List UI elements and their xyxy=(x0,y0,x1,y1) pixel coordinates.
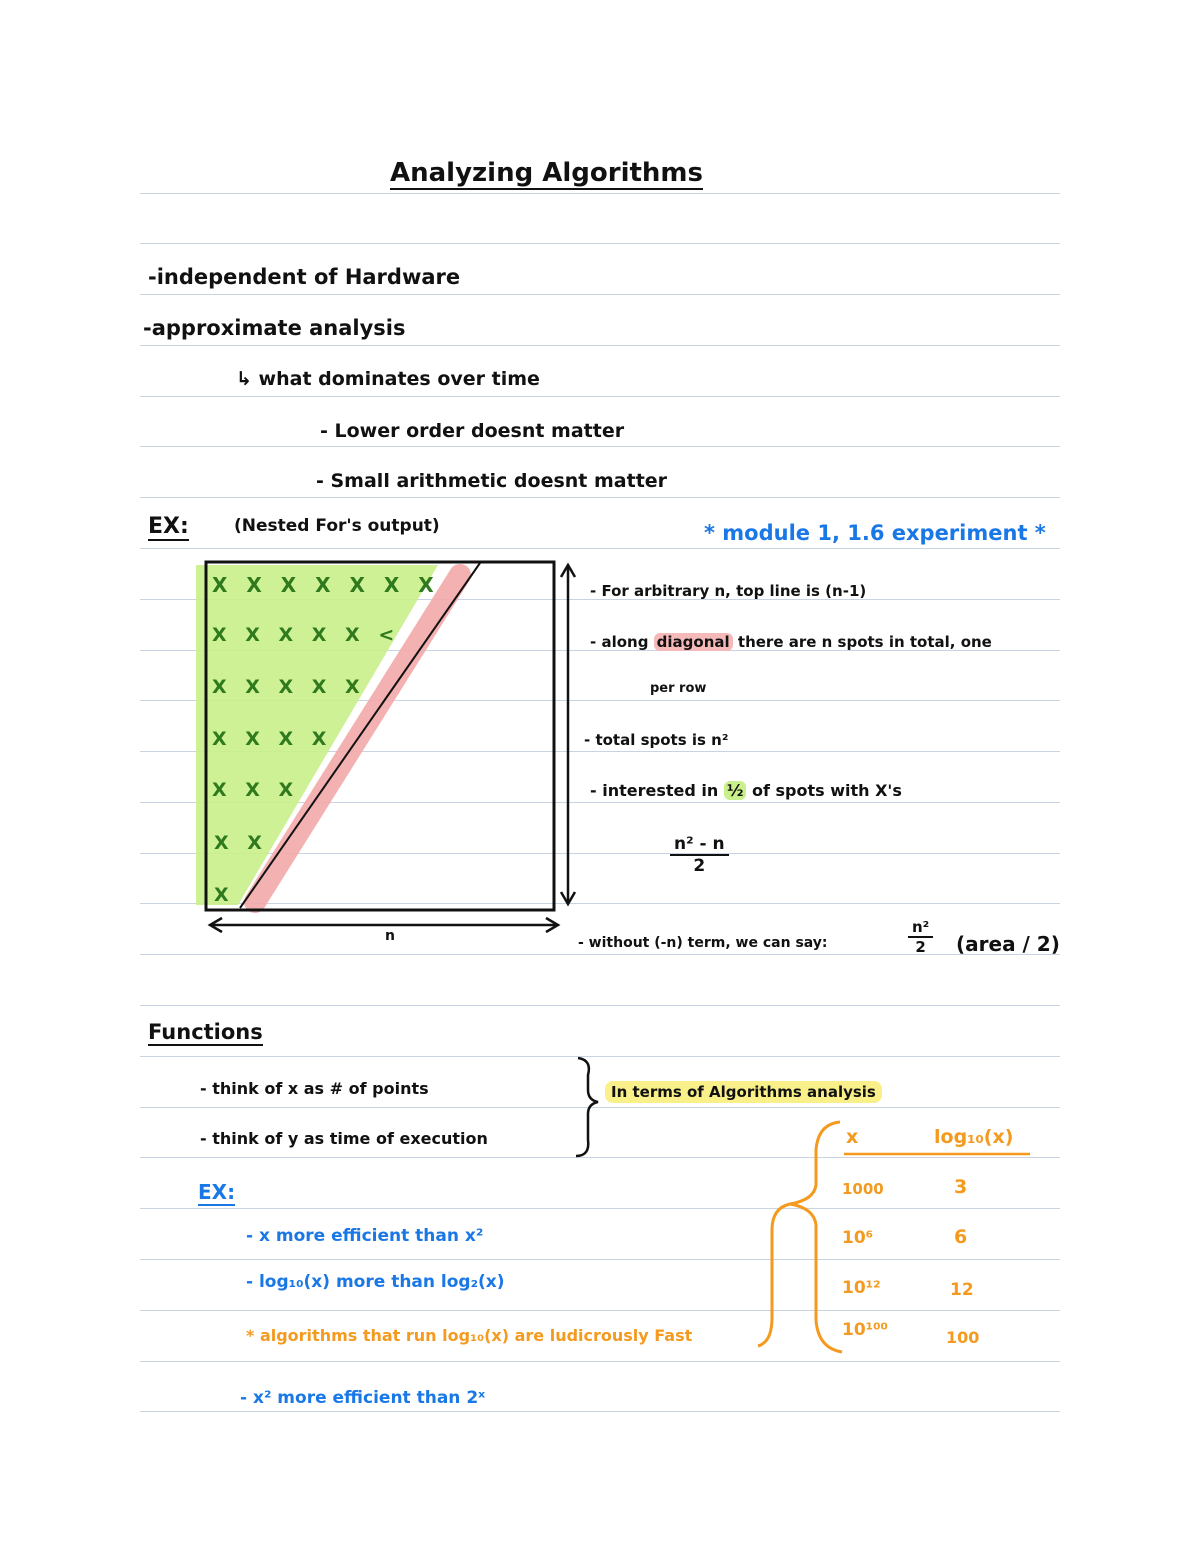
table-brace xyxy=(790,1122,842,1352)
note-dominates-text: what dominates over time xyxy=(258,368,540,390)
note-small-arith: - Small arithmetic doesnt matter xyxy=(316,470,668,492)
module-note: * module 1, 1.6 experiment * xyxy=(704,521,1046,545)
bullet-interested-post: of spots with X's xyxy=(751,781,902,800)
arrow-return-icon: ↳ xyxy=(236,368,252,390)
formula2-numerator: n² xyxy=(908,918,933,938)
grid-row: X xyxy=(214,884,235,906)
table-header-x: x xyxy=(846,1126,859,1148)
formula-fraction xyxy=(670,834,729,876)
bullet-diagonal-post: there are n spots in total, one xyxy=(737,633,992,651)
grid-row: X X X xyxy=(212,779,300,801)
half-highlight: ½ xyxy=(724,781,747,800)
area-note: (area / 2) xyxy=(956,932,1060,956)
grid-row: X X X X X < xyxy=(212,624,401,646)
example2-label: EX: xyxy=(198,1180,236,1204)
comparison-log-bases: - log₁₀(x) more than log₂(x) xyxy=(246,1272,505,1292)
functions-heading: Functions xyxy=(148,1020,263,1044)
comparison-quadratic-exponential: - x² more efficient than 2ˣ xyxy=(240,1388,486,1408)
functions-bracket xyxy=(576,1058,598,1156)
grid-row: X X xyxy=(214,832,268,854)
table-cell-x: 1000 xyxy=(842,1180,884,1198)
table-cell-x: 10¹² xyxy=(842,1278,881,1298)
table-header-log: log₁₀(x) xyxy=(934,1126,1014,1148)
bullet-diagonal xyxy=(590,633,992,651)
think-y: - think of y as time of execution xyxy=(200,1129,488,1148)
formula2-denominator: 2 xyxy=(915,938,926,956)
bullet-without: - without (-n) term, we can say: xyxy=(578,935,828,951)
orange-connector xyxy=(758,1204,790,1346)
note-approx: -approximate analysis xyxy=(143,316,406,340)
grid-row: X X X X X xyxy=(212,676,366,698)
bullet-interested xyxy=(590,781,902,800)
bullet-top-line: - For arbitrary n, top line is (n-1) xyxy=(590,582,867,600)
think-x: - think of x as # of points xyxy=(200,1079,429,1098)
grid-row: X X X X xyxy=(212,728,333,750)
diagonal-highlighted-word: diagonal xyxy=(654,633,733,651)
note-lower-order: - Lower order doesnt matter xyxy=(320,420,625,442)
bullet-diagonal-pre: - along xyxy=(590,633,649,651)
formula2-fraction xyxy=(908,918,933,956)
bullet-diagonal-cont: per row xyxy=(650,681,707,696)
table-cell-log: 6 xyxy=(954,1226,968,1248)
table-cell-x: 10⁶ xyxy=(842,1228,874,1248)
formula-numerator: n² - n xyxy=(670,834,729,856)
bullet-interested-pre: - interested in xyxy=(590,781,719,800)
formula-denominator: 2 xyxy=(693,856,706,876)
n-axis-label: n xyxy=(385,928,395,944)
table-cell-x: 10¹⁰⁰ xyxy=(842,1320,888,1340)
example1-label: EX: xyxy=(148,514,189,539)
table-cell-log: 100 xyxy=(946,1328,980,1347)
example1-subtitle: (Nested For's output) xyxy=(234,516,440,536)
grid-row: X X X X X X X xyxy=(212,573,440,597)
context-note: In terms of Algorithms analysis xyxy=(605,1081,882,1103)
bullet-total-spots: - total spots is n² xyxy=(584,731,729,749)
page-title: Analyzing Algorithms xyxy=(390,158,704,188)
table-cell-log: 12 xyxy=(950,1280,974,1300)
note-hardware: -independent of Hardware xyxy=(148,265,461,289)
star-note-fast: * algorithms that run log₁₀(x) are ludicrously Fast xyxy=(246,1326,693,1345)
comparison-linear-quadratic: - x more efficient than x² xyxy=(246,1226,484,1246)
table-cell-log: 3 xyxy=(954,1176,968,1198)
